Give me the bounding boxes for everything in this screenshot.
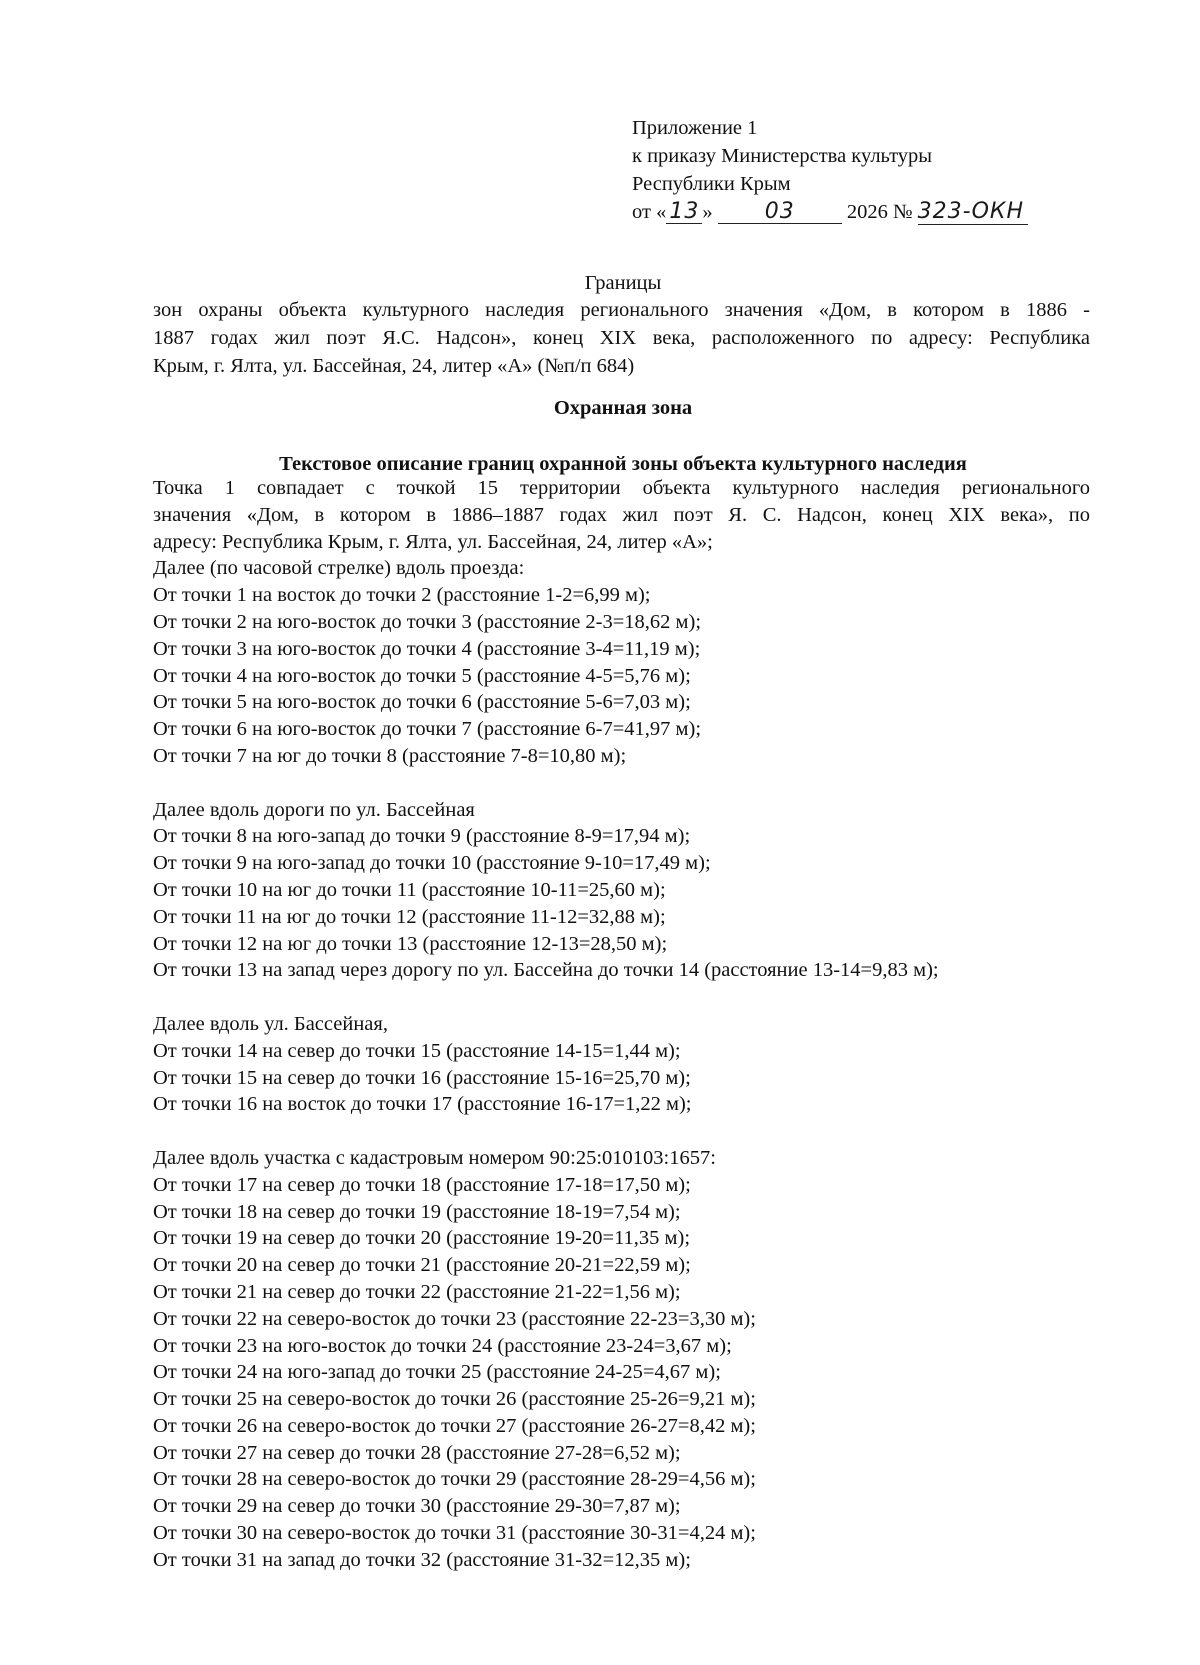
boundary-item: От точки 28 на северо-восток до точки 29 (расстояние 28-29=4,56 м); — [153, 1468, 756, 1491]
boundary-item: От точки 18 на север до точки 19 (расстояние 18-19=7,54 м); — [153, 1200, 681, 1223]
boundary-item: От точки 31 на запад до точки 32 (расстояние 31-32=12,35 м); — [153, 1548, 691, 1571]
date-month-field — [718, 201, 842, 224]
boundary-item: От точки 16 на восток до точки 17 (расстояние 16-17=1,22 м); — [153, 1093, 692, 1116]
subtitle-line: зон охраны объекта культурного наследия регионального значения «Дом, в котором в 1886 - — [153, 299, 1090, 321]
date-mid: » — [702, 201, 713, 223]
boundary-item: От точки 17 на север до точки 18 (расстояние 17-18=17,50 м); — [153, 1173, 691, 1196]
appendix-date-line — [632, 198, 1112, 226]
boundary-item: От точки 10 на юг до точки 11 (расстояние 10-11=25,60 м); — [153, 878, 666, 901]
intro-line: адресу: Республика Крым, г. Ялта, ул. Бассейная, 24, литер «А»; — [153, 530, 713, 553]
appendix-number: Приложение 1 — [632, 117, 758, 139]
paragraph-gap — [153, 770, 1090, 797]
boundary-item: От точки 7 на юг до точки 8 (расстояние 7-8=10,80 м); — [153, 744, 627, 767]
section-heading: Далее вдоль дороги по ул. Бассейная — [153, 798, 475, 821]
paragraph-gap — [153, 984, 1090, 1011]
paragraph-gap — [153, 1118, 1090, 1145]
appendix-header — [632, 114, 1112, 226]
boundary-item: От точки 8 на юго-запад до точки 9 (расстояние 8-9=17,94 м); — [153, 825, 691, 848]
section-cadastral — [153, 1145, 1090, 1574]
date-month: 03 — [764, 199, 795, 224]
zone-heading: Охранная зона — [553, 397, 693, 419]
section-road — [153, 797, 1090, 985]
boundary-item: От точки 14 на север до точки 15 (расстояние 14-15=1,44 м); — [153, 1039, 681, 1062]
boundary-item: От точки 6 на юго-восток до точки 7 (расстояние 6-7=41,97 м); — [153, 718, 702, 741]
boundary-item: От точки 25 на северо-восток до точки 26 (расстояние 25-26=9,21 м); — [153, 1388, 756, 1411]
subtitle-line: Крым, г. Ялта, ул. Бассейная, 24, литер «А» (№п/п 684) — [153, 355, 635, 377]
date-day-field — [666, 201, 702, 224]
section-heading: Далее вдоль ул. Бассейная, — [153, 1012, 388, 1035]
section-street — [153, 1011, 1090, 1118]
boundary-item: От точки 22 на северо-восток до точки 23 (расстояние 22-23=3,30 м); — [153, 1307, 756, 1330]
boundary-item: От точки 9 на юго-запад до точки 10 (расстояние 9-10=17,49 м); — [153, 852, 711, 875]
boundary-item: От точки 3 на юго-восток до точки 4 (расстояние 3-4=11,19 м); — [153, 637, 701, 660]
date-day: 13 — [669, 199, 700, 224]
intro-line: Точка 1 совпадает с точкой 15 территории объекта культурного наследия регионального — [153, 477, 1090, 499]
page-title: Границы — [584, 272, 662, 294]
boundary-item: От точки 23 на юго-восток до точки 24 (расстояние 23-24=3,67 м); — [153, 1334, 732, 1357]
order-number-field — [918, 201, 1068, 223]
description-heading: Текстовое описание границ охранной зоны объекта культурного наследия — [279, 453, 967, 475]
boundary-item: От точки 15 на север до точки 16 (расстояние 15-16=25,70 м); — [153, 1066, 691, 1089]
boundary-item: От точки 1 на восток до точки 2 (расстояние 1-2=6,99 м); — [153, 584, 651, 607]
boundary-item: От точки 30 на северо-восток до точки 31 (расстояние 30-31=4,24 м); — [153, 1522, 756, 1545]
intro-paragraph — [153, 475, 1090, 555]
appendix-order-ref: к приказу Министерства культуры — [632, 145, 933, 167]
boundary-item: От точки 5 на юго-восток до точки 6 (расстояние 5-6=7,03 м); — [153, 691, 691, 714]
order-number: 323-ОКН — [918, 199, 1028, 225]
boundary-item: От точки 27 на север до точки 28 (расстояние 27-28=6,52 м); — [153, 1441, 681, 1464]
intro-line: значения «Дом, в котором в 1886–1887 годах жил поэт Я. С. Надсон, конец XIX века», по — [153, 503, 1090, 526]
date-prefix: от « — [632, 201, 667, 223]
page-subtitle — [153, 296, 1090, 380]
boundary-item: От точки 26 на северо-восток до точки 27 (расстояние 26-27=8,42 м); — [153, 1414, 756, 1437]
section-passage — [153, 555, 1090, 769]
boundary-item: От точки 24 на юго-запад до точки 25 (расстояние 24-25=4,67 м); — [153, 1361, 721, 1384]
section-heading: Далее вдоль участка с кадастровым номером 90:25:010103:1657: — [153, 1146, 716, 1169]
boundary-item: От точки 4 на юго-восток до точки 5 (расстояние 4-5=5,76 м); — [153, 664, 691, 687]
section-heading: Далее (по часовой стрелке) вдоль проезда: — [153, 557, 525, 580]
boundary-item: От точки 2 на юго-восток до точки 3 (расстояние 2-3=18,62 м); — [153, 610, 702, 633]
boundary-item: От точки 19 на север до точки 20 (расстояние 19-20=11,35 м); — [153, 1227, 691, 1250]
document-body — [153, 475, 1090, 1574]
boundary-item: От точки 21 на север до точки 22 (расстояние 21-22=1,56 м); — [153, 1280, 681, 1303]
boundary-item: От точки 12 на юг до точки 13 (расстояние 12-13=28,50 м); — [153, 932, 668, 955]
subtitle-line: 1887 годах жил поэт Я.С. Надсон», конец XIX века, расположенного по адресу: Республика — [153, 327, 1090, 349]
boundary-item: От точки 20 на север до точки 21 (расстояние 20-21=22,59 м); — [153, 1254, 691, 1277]
appendix-ministry: Республики Крым — [632, 173, 791, 195]
boundary-item: От точки 29 на север до точки 30 (расстояние 29-30=7,87 м); — [153, 1495, 681, 1518]
boundary-item: От точки 13 на запад через дорогу по ул. Бассейна до точки 14 (расстояние 13-14=9,83 м); — [153, 959, 939, 982]
boundary-item: От точки 11 на юг до точки 12 (расстояние 11-12=32,88 м); — [153, 905, 666, 928]
date-year: 2026 № — [846, 201, 913, 223]
